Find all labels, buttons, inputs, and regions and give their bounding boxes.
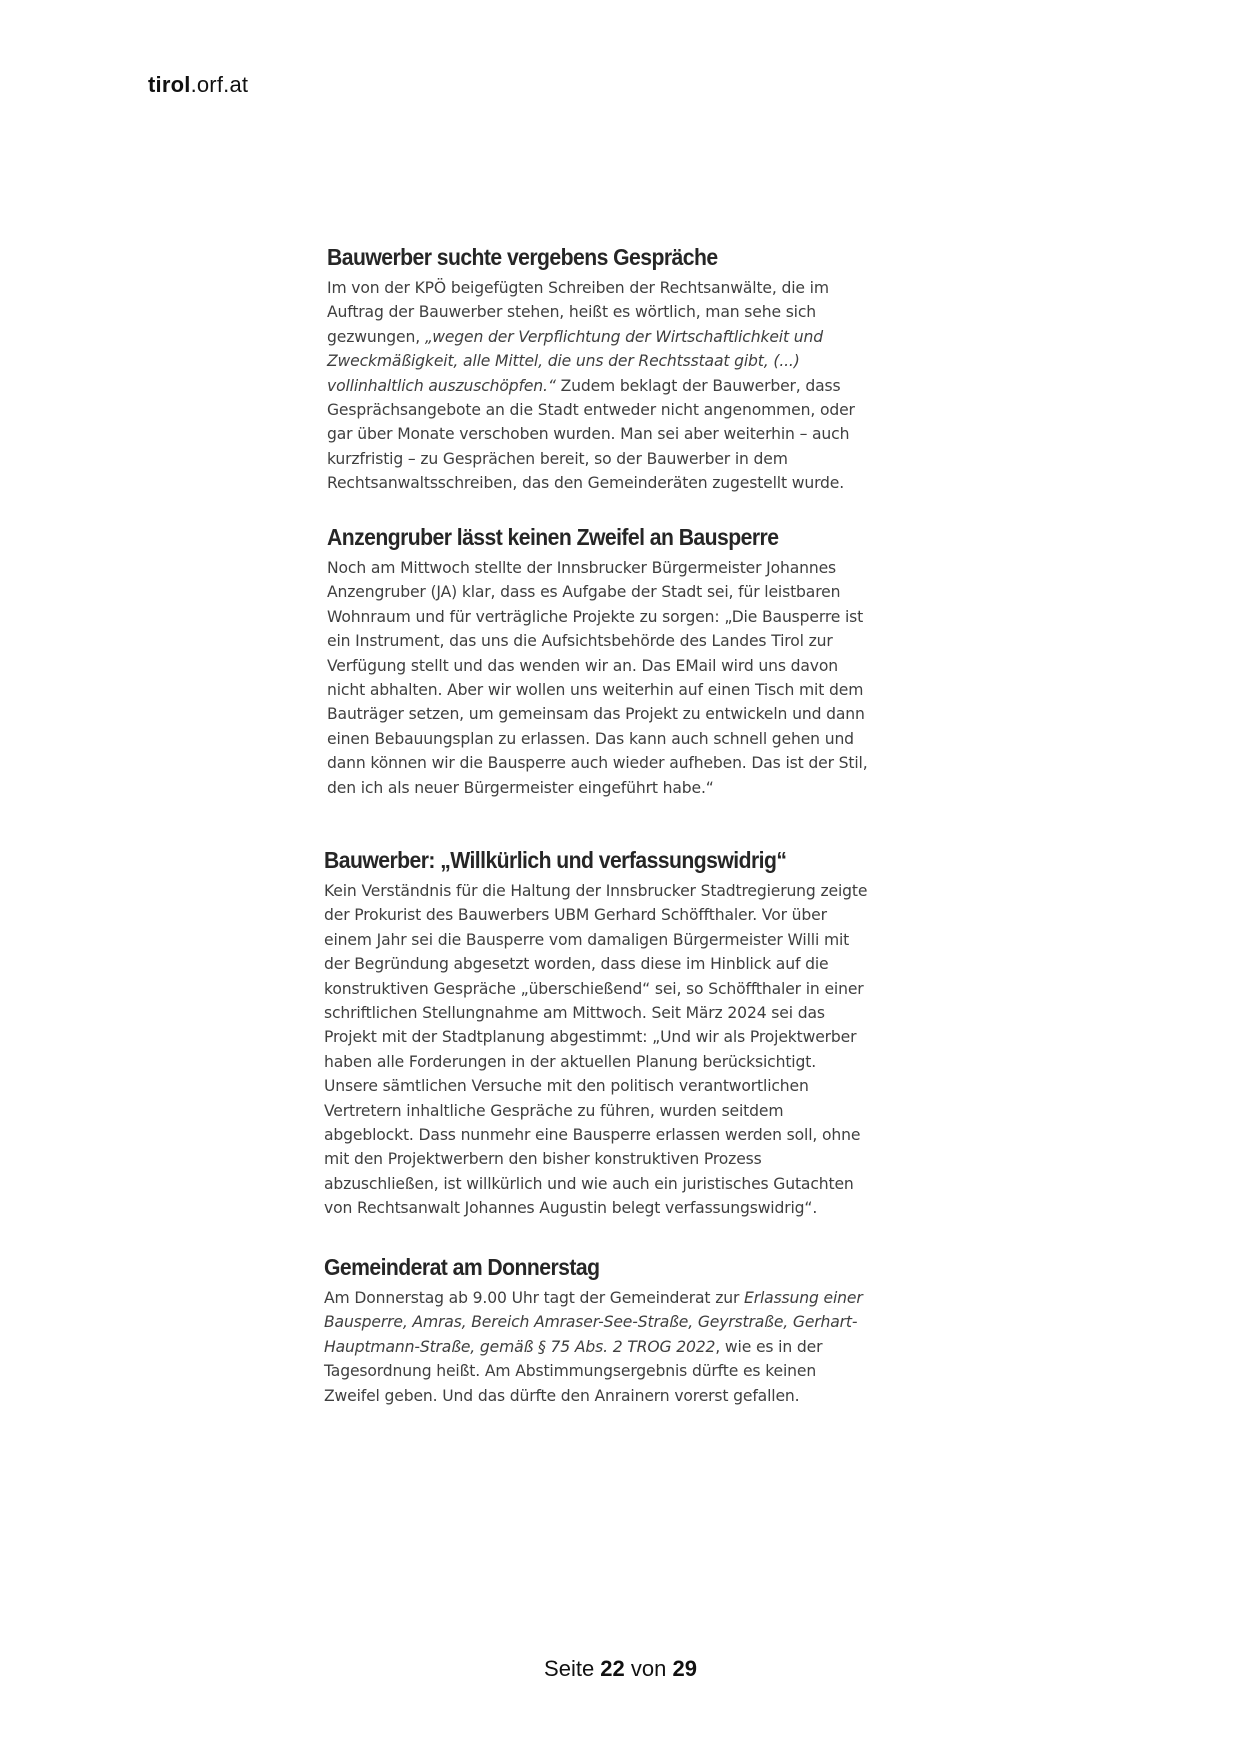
- body-line: [324, 1050, 924, 1074]
- body-text: Verfügung stellt und das wenden wir an. Das EMail wird uns davon: [327, 656, 839, 675]
- body-text: einen Bebauungsplan zu erlassen. Das kann auch schnell gehen und: [327, 729, 854, 748]
- body-line: [324, 903, 924, 927]
- body-line: [327, 325, 927, 349]
- section-heading: Bauwerber suchte vergebens Gespräche: [327, 244, 718, 270]
- body-line: [327, 374, 927, 398]
- body-line: [327, 422, 927, 446]
- page-number-middle: von: [624, 1656, 673, 1681]
- body-text: schriftlichen Stellungnahme am Mittwoch. Seit März 2024 sei das: [324, 1004, 825, 1023]
- body-text: der Begründung abgesetzt worden, dass diese im Hinblick auf die: [324, 955, 829, 974]
- body-line: [327, 471, 927, 495]
- body-line: [324, 1147, 924, 1171]
- body-line: [327, 776, 927, 800]
- body-line: [327, 447, 927, 471]
- body-text: ein Instrument, das uns die Aufsichtsbehörde des Landes Tirol zur: [327, 632, 833, 651]
- section-heading: Anzengruber lässt keinen Zweifel an Bausperre: [327, 524, 779, 550]
- body-line: [327, 654, 927, 678]
- body-text: haben alle Forderungen in der aktuellen Planung berücksichtigt.: [324, 1052, 817, 1071]
- section-body: [324, 1286, 924, 1408]
- body-text: Am Donnerstag ab 9.00 Uhr tagt der Gemeinderat zur: [324, 1289, 745, 1307]
- quoted-text: „wegen der Verpflichtung der Wirtschaftlichkeit und: [424, 327, 823, 346]
- body-line: [327, 629, 927, 653]
- body-line: [324, 1001, 924, 1025]
- body-line: [327, 300, 927, 324]
- body-text: Zudem beklagt der Bauwerber, dass: [555, 376, 841, 395]
- body-text: Im von der KPÖ beigefügten Schreiben der Rechtsanwälte, die im: [327, 279, 829, 297]
- body-line: [327, 751, 927, 775]
- body-line: [324, 1196, 924, 1220]
- body-text: Rechtsanwaltsschreiben, das den Gemeinderäten zugestellt wurde.: [327, 474, 845, 493]
- body-line: [327, 580, 927, 604]
- section-body: [324, 879, 924, 1221]
- quoted-text: Hauptmann-Straße, gemäß § 75 Abs. 2 TROG 2022: [324, 1337, 716, 1356]
- body-line: [327, 605, 927, 629]
- quoted-text: Bausperre, Amras, Bereich Amraser-See-Straße, Geyrstraße, Gerhart-: [324, 1313, 858, 1332]
- total-pages: 29: [672, 1656, 697, 1681]
- body-text: Tagesordnung heißt. Am Abstimmungsergebnis dürfte es keinen: [324, 1362, 817, 1381]
- body-text: Kein Verständnis für die Haltung der Innsbrucker Stadtregierung zeigte: [324, 882, 868, 900]
- body-text: Vertretern inhaltliche Gespräche zu führen, wurden seitdem: [324, 1101, 784, 1120]
- quoted-text: vollinhaltlich auszuschöpfen.“: [327, 376, 556, 395]
- body-text: einem Jahr sei die Bausperre vom damaligen Bürgermeister Willi mit: [324, 930, 850, 949]
- article-section: [327, 242, 927, 496]
- body-text: gezwungen,: [327, 327, 425, 346]
- body-text: gar über Monate verschoben wurden. Man sei aber weiterhin – auch: [327, 425, 850, 444]
- article-section: [327, 522, 927, 800]
- body-line: [324, 1286, 924, 1310]
- body-line: [327, 702, 927, 726]
- body-line: [327, 556, 927, 580]
- body-line: [327, 349, 927, 373]
- body-line: [324, 879, 924, 903]
- section-body: [327, 556, 927, 800]
- body-line: [324, 1123, 924, 1147]
- section-heading: Bauwerber: „Willkürlich und verfassungswidrig“: [324, 847, 787, 873]
- body-line: [324, 1310, 924, 1334]
- body-text: , wie es in der: [715, 1337, 823, 1356]
- quoted-text: Zweckmäßigkeit, alle Mittel, die uns der Rechtsstaat gibt, (...): [327, 352, 800, 371]
- body-line: [324, 1335, 924, 1359]
- body-text: den ich als neuer Bürgermeister eingeführt habe.“: [327, 778, 714, 797]
- body-line: [324, 1099, 924, 1123]
- body-line: [324, 977, 924, 1001]
- body-line: [324, 1074, 924, 1098]
- body-line: [327, 727, 927, 751]
- section-heading: Gemeinderat am Donnerstag: [324, 1254, 600, 1280]
- body-text: von Rechtsanwalt Johannes Augustin belegt verfassungswidrig“.: [324, 1199, 818, 1218]
- body-text: abgeblockt. Dass nunmehr eine Bausperre erlassen werden soll, ohne: [324, 1126, 861, 1145]
- page-number: [0, 1656, 1241, 1682]
- body-text: Zweifel geben. Und das dürfte den Anrainern vorerst gefallen.: [324, 1386, 800, 1405]
- site-domain: .orf.at: [190, 72, 249, 97]
- body-text: Unsere sämtlichen Versuche mit den politisch verantwortlichen: [324, 1077, 809, 1096]
- body-text: abzuschließen, ist willkürlich und wie auch ein juristisches Gutachten: [324, 1174, 854, 1193]
- body-text: nicht abhalten. Aber wir wollen uns weiterhin auf einen Tisch mit dem: [327, 681, 864, 700]
- body-text: Anzengruber (JA) klar, dass es Aufgabe der Stadt sei, für leistbaren: [327, 583, 841, 602]
- current-page: 22: [600, 1656, 625, 1681]
- article-section: [324, 1252, 924, 1408]
- body-text: Projekt mit der Stadtplanung abgestimmt: „Und wir als Projektwerber: [324, 1028, 857, 1047]
- body-line: [327, 276, 927, 300]
- body-line: [324, 1172, 924, 1196]
- body-line: [324, 952, 924, 976]
- body-text: Bauträger setzen, um gemeinsam das Projekt zu entwickeln und dann: [327, 705, 865, 724]
- site-brand: tirol: [148, 72, 191, 97]
- body-line: [324, 1384, 924, 1408]
- article-section: [324, 845, 924, 1221]
- quoted-text: Erlassung einer: [744, 1289, 863, 1307]
- body-text: konstruktiven Gespräche „überschießend“ sei, so Schöffthaler in einer: [324, 979, 864, 998]
- body-line: [324, 1359, 924, 1383]
- body-line: [324, 1025, 924, 1049]
- body-text: Noch am Mittwoch stellte der Innsbrucker Bürgermeister Johannes: [327, 559, 837, 577]
- body-line: [327, 398, 927, 422]
- body-text: mit den Projektwerbern den bisher konstruktiven Prozess: [324, 1150, 762, 1169]
- body-text: der Prokurist des Bauwerbers UBM Gerhard Schöffthaler. Vor über: [324, 906, 827, 925]
- body-text: Auftrag der Bauwerber stehen, heißt es wörtlich, man sehe sich: [327, 303, 817, 322]
- page-number-prefix: Seite: [544, 1656, 601, 1681]
- body-text: kurzfristig – zu Gesprächen bereit, so der Bauwerber in dem: [327, 449, 788, 468]
- body-text: Gesprächsangebote an die Stadt entweder nicht angenommen, oder: [327, 401, 855, 420]
- section-body: [327, 276, 927, 496]
- body-text: dann können wir die Bausperre auch wieder aufheben. Das ist der Stil,: [327, 754, 868, 773]
- body-line: [327, 678, 927, 702]
- body-text: Wohnraum und für verträgliche Projekte zu sorgen: „Die Bausperre ist: [327, 607, 864, 626]
- body-line: [324, 928, 924, 952]
